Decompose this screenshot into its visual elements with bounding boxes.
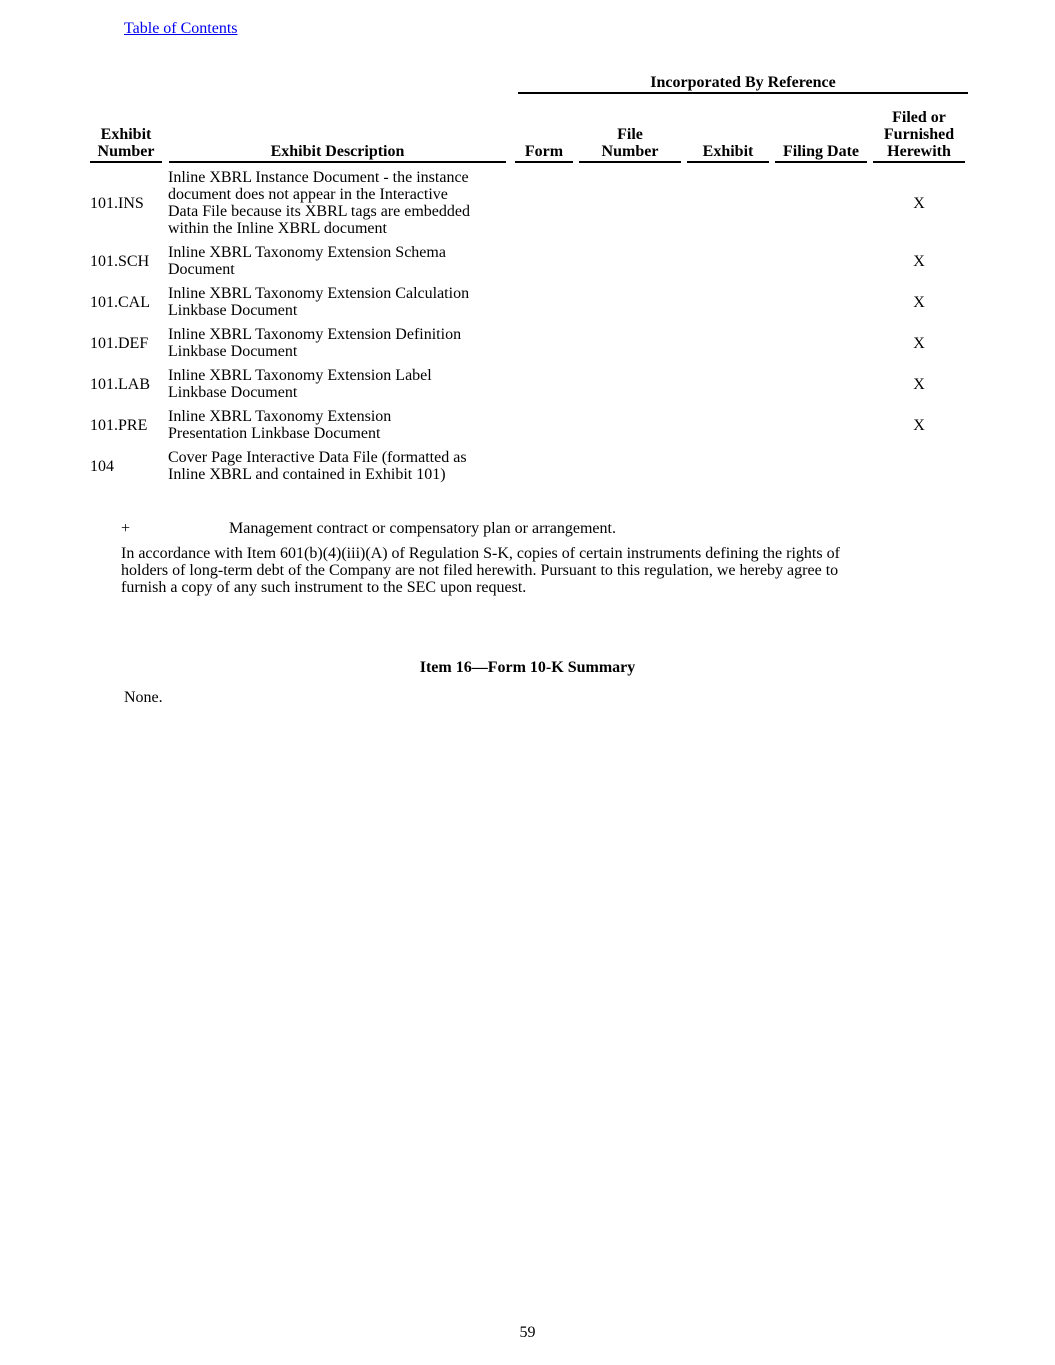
table-row xyxy=(84,244,968,285)
plus-symbol: + xyxy=(121,520,131,537)
exhibit-description: Inline XBRL Instance Document - the instance document does not appear in the Interactive Data File because its XBRL tags are embedded within the Inline XBRL document xyxy=(168,169,470,237)
exhibit-number: 101.INS xyxy=(90,194,144,212)
filed-herewith-mark: X xyxy=(913,194,925,212)
filed-herewith-mark xyxy=(870,449,968,490)
management-contract-footnote xyxy=(121,520,911,537)
exhibit-index-table xyxy=(84,74,968,490)
table-row xyxy=(84,163,968,244)
column-header-exhibit: Exhibit xyxy=(684,95,772,163)
exhibit-number: 104 xyxy=(90,457,114,475)
item-16-body: None. xyxy=(124,689,163,706)
column-header-form: Form xyxy=(512,95,576,163)
filed-herewith-mark: X xyxy=(913,375,925,393)
column-header-filed-or-furnished-herewith: Filed or Furnished Herewith xyxy=(870,95,968,163)
column-header-file-number: File Number xyxy=(576,95,684,163)
exhibit-number: 101.SCH xyxy=(90,252,150,270)
filed-herewith-mark: X xyxy=(913,252,925,270)
exhibit-notes xyxy=(121,520,911,596)
page-number: 59 xyxy=(519,1324,536,1341)
incorporated-by-reference-header: Incorporated By Reference xyxy=(512,74,968,95)
filed-herewith-mark: X xyxy=(913,334,925,352)
exhibit-description: Inline XBRL Taxonomy Extension Schema Document xyxy=(168,244,446,278)
exhibit-description: Inline XBRL Taxonomy Extension Label Linkbase Document xyxy=(168,367,432,401)
table-row xyxy=(84,367,968,408)
table-row xyxy=(84,326,968,367)
exhibit-description: Inline XBRL Taxonomy Extension Presentation Linkbase Document xyxy=(168,408,392,442)
filed-herewith-mark: X xyxy=(913,293,925,311)
table-of-contents-link[interactable]: Table of Contents xyxy=(124,20,238,37)
exhibit-number: 101.LAB xyxy=(90,375,150,393)
filed-herewith-mark: X xyxy=(913,416,925,434)
exhibit-number: 101.PRE xyxy=(90,416,148,434)
column-header-filing-date: Filing Date xyxy=(772,95,870,163)
column-header-exhibit-number: Exhibit Number xyxy=(84,95,168,163)
column-header-exhibit-description: Exhibit Description xyxy=(168,95,512,163)
footnote-text: Management contract or compensatory plan or arrangement. xyxy=(229,520,616,537)
exhibit-description: Cover Page Interactive Data File (formatted as Inline XBRL and contained in Exhibit 101) xyxy=(168,449,467,483)
exhibit-description: Inline XBRL Taxonomy Extension Calculation Linkbase Document xyxy=(168,285,470,319)
table-row xyxy=(84,285,968,326)
table-row xyxy=(84,408,968,449)
exhibit-description: Inline XBRL Taxonomy Extension Definition Linkbase Document xyxy=(168,326,462,360)
exhibit-number: 101.DEF xyxy=(90,334,149,352)
exhibit-number: 101.CAL xyxy=(90,293,150,311)
table-row xyxy=(84,449,968,490)
regulation-sk-paragraph: In accordance with Item 601(b)(4)(iii)(A) of Regulation S-K, copies of certain instruments defining the rights of holders of long-term debt of the Company are not filed herewith. Pursuant to this regulation, we hereby agree to furnish a copy of any such instrument to the SEC upon request. xyxy=(121,545,840,596)
item-16-heading: Item 16—Form 10-K Summary xyxy=(419,659,636,676)
